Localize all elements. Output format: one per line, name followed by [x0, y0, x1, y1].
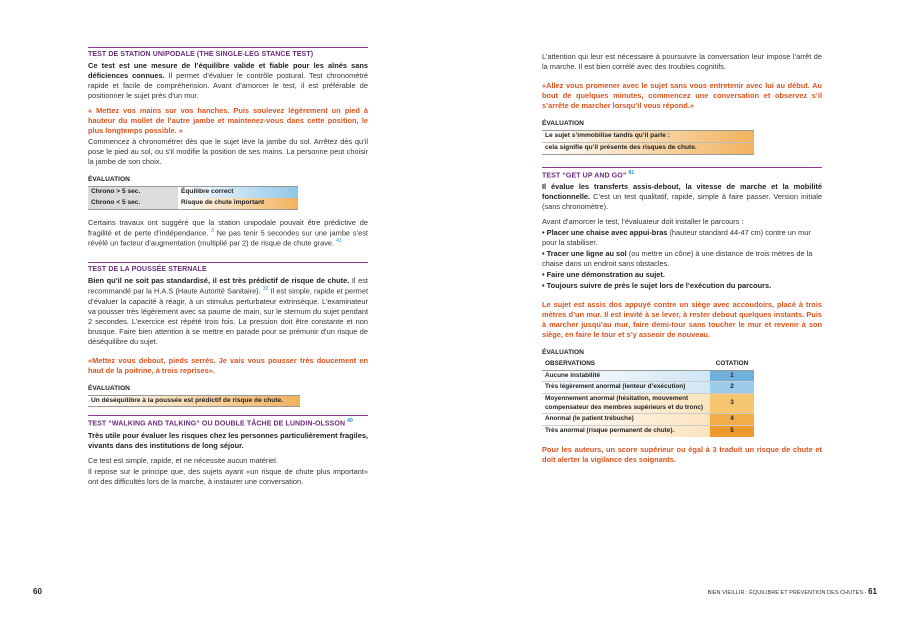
- table-row: [542, 382, 754, 394]
- walking-talking-title-text: TEST “WALKING AND TALKING” OU DOUBLE TÂCHE DE LUNDIN-OLSSON: [88, 420, 346, 428]
- table-row: [542, 393, 754, 413]
- walking-talking-quote: «Allez vous promener avec le sujet sans vous entretenir avec lui au début. Au bout de quelques minutes, commencez une conversation et observez s’il s’arrête de marcher lorsqu’il vous répond.»: [542, 80, 822, 110]
- reference-marker: 40: [347, 418, 353, 425]
- unipodal-intro: [88, 61, 368, 101]
- unipodal-quote: « Mettez vos mains sur vos hanches. Puis soulevez légèrement un pied à hauteur du mollet de l’autre jambe et maintenez-vous dans cette position, le plus longtemps possible. »: [88, 106, 368, 136]
- table-cell: Très anormal (risque permanent de chute).: [542, 425, 710, 436]
- footer-running-title: BIEN VIEILLIR : ÉQUILIBRE ET PRÉVENTION DES CHUTES -: [707, 590, 867, 597]
- list-item: • Faire une démonstration au sujet.: [542, 270, 665, 280]
- table-cell: Équilibre correct: [178, 187, 298, 198]
- sternal-quote: «Mettez vous debout, pieds serrés. Je vais vous pousser très doucement en haut de la poitrine, à trois reprises».: [88, 355, 368, 375]
- unipodal-note: [88, 218, 368, 249]
- unipodal-instructions: Commencez à chronométrer dès que le sujet lève la jambe du sol. Arrêtez dès qu’il pose le pied au sol, ou s’il modifie la position de ses mains. La personne peut choisir la jambe de son choix.: [88, 137, 368, 167]
- sternal-rest2: Il est simple, rapide et permet d’évaluer la capacité à réagir, à un stimulus perturbateur extrinsèque. L’examinateur va pousser très légèrement avec sa paume de main, sur le sternum du sujet pendant 2 secondes. L’exercice est répété trois fois. La pression doit être constante et non brusque. Faire bien attention à se mettre en parade pour se prémunir d’un risque de déséquilibre du sujet.: [88, 286, 368, 346]
- table-cell: Anormal (le patient trébuche): [542, 414, 710, 426]
- right-page: [542, 52, 822, 465]
- get-up-setup: Avant d’amorcer le test, l’évaluateur doit installer le parcours :: [542, 217, 744, 227]
- walking-talking-continuation: L’attention qui leur est nécessaire à poursuivre la conversation leur impose l’arrêt de la marche. Il est bien corrélé avec des troubles cognitifs.: [542, 52, 822, 71]
- get-up-intro-rest: C’est un test qualitatif, rapide, simple à faire passer. Version initiale (sans chronomètre).: [542, 192, 822, 212]
- table-header-row: [542, 359, 754, 370]
- table-cell: Chrono > 5 sec.: [88, 187, 178, 198]
- section-title-walking-talking: [88, 415, 368, 429]
- table-cell: Chrono < 5 sec.: [88, 198, 178, 209]
- sternal-eval-box: Un déséquilibre à la poussée est prédictif de risque de chute.: [88, 395, 300, 408]
- table-cell: 3: [710, 393, 754, 413]
- table-cell: 5: [710, 425, 754, 436]
- section-title-sternal: TEST DE LA POUSSÉE STERNALE: [88, 262, 368, 274]
- list-item-rest: (hauteur standard 44-47 cm) contre un mur pour la stabiliser.: [542, 228, 811, 248]
- list-item: • Toujours suivre de près le sujet lors de l’exécution du parcours.: [542, 281, 772, 291]
- get-up-intro: [542, 182, 822, 212]
- reference-marker: 81: [628, 169, 635, 176]
- table-row: [88, 198, 298, 209]
- walking-talking-p2: Ce test est simple, rapide, et ne nécessite aucun matériel.: [88, 456, 278, 466]
- unipodal-eval-title: ÉVALUATION: [88, 176, 130, 184]
- table-cell: 1: [710, 370, 754, 382]
- sternal-paragraph: [88, 276, 368, 346]
- unipodal-intro-bold: Ce test est une mesure de l’équilibre valide et fiable pour les aînés sans déficiences connues.: [88, 61, 368, 81]
- section-title-unipodal: TEST DE STATION UNIPODALE (THE SINGLE-LEG STANCE TEST): [88, 47, 368, 59]
- table-row: [542, 370, 754, 382]
- table-row: [542, 425, 754, 436]
- page-number-left: 60: [33, 587, 42, 597]
- walking-talking-p3: Il repose sur le principe que, des sujets ayant «un risque de chute plus important» ont des difficultés lors de la marche, à instaurer une conversation.: [88, 467, 368, 487]
- list-item-rest: (ou mettre un cône) à une distance de trois mètres de la chaise dans un endroit sans obstacles.: [542, 249, 813, 269]
- unipodal-eval-table: [88, 186, 298, 210]
- get-up-title-text: TEST “GET UP AND GO”: [542, 171, 627, 179]
- reference-marker: 3: [211, 227, 214, 234]
- sternal-eval-title: ÉVALUATION: [88, 384, 130, 392]
- eval-line: cela signifie qu’il présente des risques de chute.: [542, 142, 754, 154]
- list-item: [542, 228, 822, 248]
- walking-talking-eval-box: [542, 130, 754, 155]
- sternal-rest: Il est recommandé par la H.A.S (Haute Autorité Sanitaire).: [88, 276, 368, 296]
- left-page: [88, 47, 368, 488]
- get-up-conclusion: Pour les auteurs, un score supérieur ou égal à 3 traduit un risque de chute et doit alerter la vigilance des soignants.: [542, 444, 822, 464]
- walking-talking-intro: Très utile pour évaluer les risques chez les personnes particulièrement fragiles, vivants dans des institutions de long séjour.: [88, 431, 368, 451]
- sternal-bold: Bien qu’il ne soit pas standardisé, il est très prédictif de risque de chute.: [88, 276, 350, 286]
- list-item-bold: • Tracer une ligne au sol: [542, 249, 627, 259]
- table-cell: Moyennement anormal (hésitation, mouvement compensateur des membres supérieurs et du tronc): [542, 393, 710, 413]
- section-title-get-up-and-go: [542, 167, 822, 181]
- table-cell: 2: [710, 382, 754, 394]
- reference-marker: 32: [262, 286, 269, 293]
- footer-right: [707, 587, 877, 598]
- page-number-right: 61: [868, 587, 877, 597]
- column-header-cotation: COTATION: [710, 359, 754, 370]
- get-up-eval-table: [542, 359, 754, 436]
- list-item-bold: • Placer une chaise avec appui-bras: [542, 228, 668, 238]
- table-cell: Aucune instabilité: [542, 370, 710, 382]
- unipodal-intro-rest: Il permet d’évaluer le contrôle postural. Test chronométré rapide et facile de compréhension. Avant d’amorcer le test, il est préférable de positionner le sujet près d’un mur.: [88, 71, 368, 101]
- table-row: [88, 187, 298, 198]
- table-row: [542, 414, 754, 426]
- table-cell: 4: [710, 414, 754, 426]
- table-cell: Risque de chute important: [178, 198, 298, 209]
- get-up-intro-bold: Il évalue les transferts assis-debout, la vitesse de marche et la mobilité fonctionnelle.: [542, 182, 822, 202]
- unipodal-note-text: Certains travaux ont suggéré que la station unipodale pouvait être prédictive de fragilité et de perte d’indépendance.: [88, 217, 368, 238]
- unipodal-note-text2: Ne pas tenir 5 secondes sur une jambe s’est révélé un facteur d’augmentation (multiplié par 2) de risque de chute grave.: [88, 228, 368, 248]
- list-item: [542, 249, 822, 269]
- walking-talking-eval-title: ÉVALUATION: [542, 119, 584, 127]
- table-cell: Très légèrement anormal (lenteur d’exécution): [542, 382, 710, 394]
- get-up-quote: Le sujet est assis dos appuyé contre un siège avec accoudoirs, placé à trois mètres d’un mur. Il est invité à se lever, à rester debout quelques instants. Puis à marcher jusqu’au mur, faire demi-tour sans toucher le mur et revenir à son siège, en faire le tour et s’y asseoir de nouveau.: [542, 300, 822, 340]
- get-up-eval-title: ÉVALUATION: [542, 349, 584, 357]
- column-header-observations: OBSERVATIONS: [542, 359, 710, 370]
- reference-marker: 41: [336, 238, 342, 245]
- eval-line: Le sujet s’immobilise tandis qu’il parle :: [542, 131, 754, 142]
